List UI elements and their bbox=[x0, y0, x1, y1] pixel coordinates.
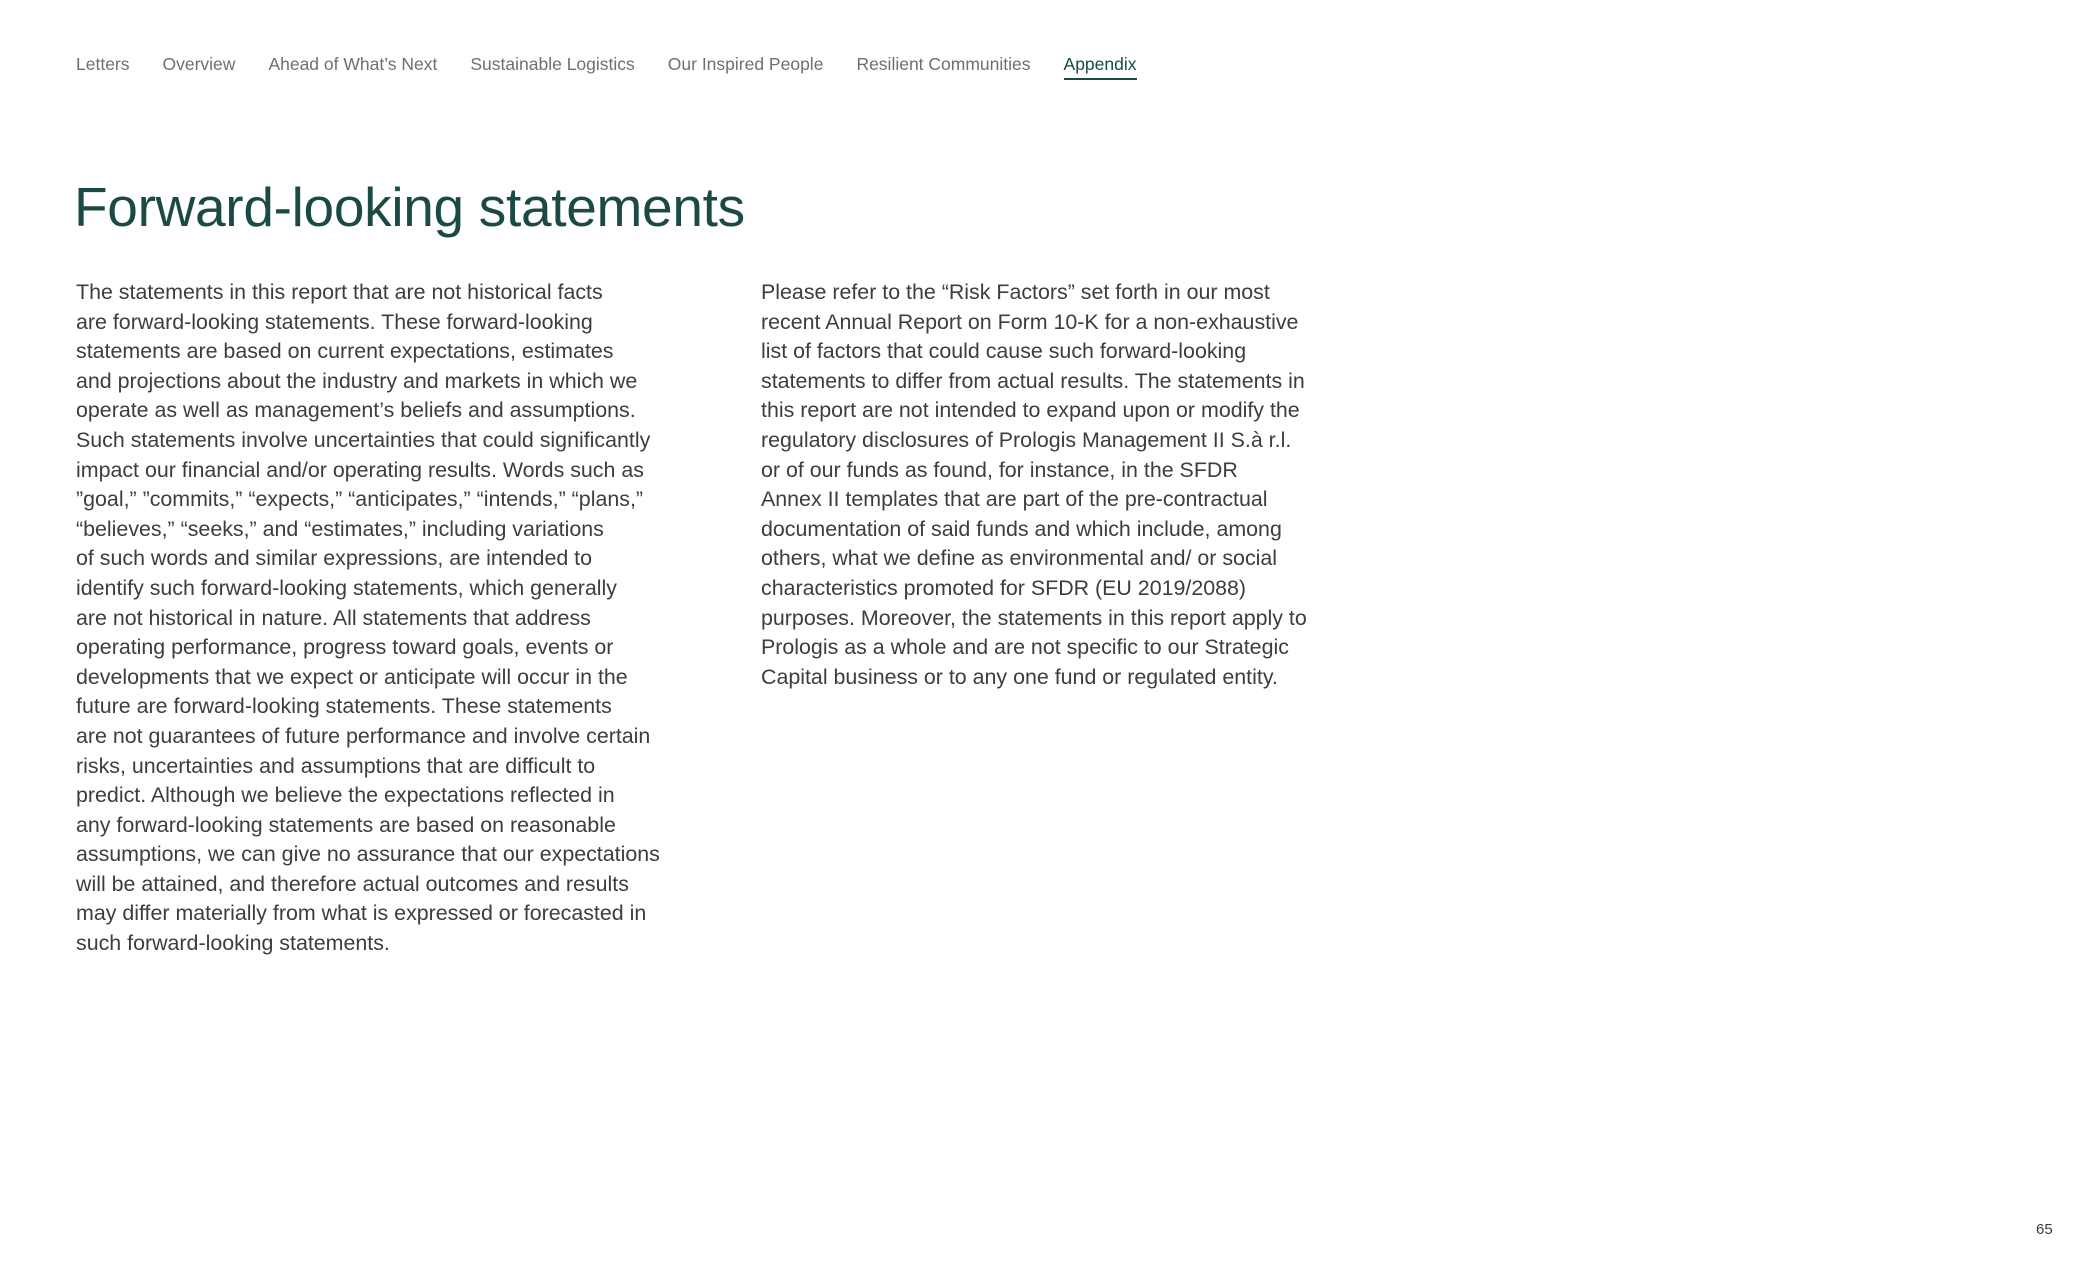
body-line: developments that we expect or anticipate will occur in the bbox=[76, 664, 628, 689]
nav-item-overview[interactable]: Overview bbox=[162, 54, 236, 74]
top-navigation bbox=[76, 52, 1137, 80]
nav-item-ahead-of-whats-next[interactable]: Ahead of What’s Next bbox=[268, 54, 438, 74]
body-line: recent Annual Report on Form 10-K for a non-exhaustive bbox=[761, 309, 1299, 334]
body-line: are not historical in nature. All statements that address bbox=[76, 605, 591, 630]
body-line: future are forward-looking statements. These statements bbox=[76, 694, 612, 719]
body-line: statements to differ from actual results. The statements in bbox=[761, 368, 1305, 393]
body-line: identify such forward-looking statements, which generally bbox=[76, 575, 617, 600]
body-line: ”goal,” ”commits,” “expects,” “anticipates,” “intends,” “plans,” bbox=[76, 487, 644, 512]
body-line: documentation of said funds and which include, among bbox=[761, 516, 1282, 541]
body-column-right bbox=[761, 278, 1307, 692]
body-line: The statements in this report that are not historical facts bbox=[76, 280, 603, 304]
body-line: Please refer to the “Risk Factors” set forth in our most bbox=[761, 280, 1270, 304]
body-line: operate as well as management’s beliefs and assumptions. bbox=[76, 398, 636, 423]
body-line: will be attained, and therefore actual outcomes and results bbox=[76, 871, 629, 896]
body-line: regulatory disclosures of Prologis Management II S.à r.l. bbox=[761, 427, 1292, 452]
body-line: list of factors that could cause such forward-looking bbox=[761, 339, 1247, 364]
body-line: impact our financial and/or operating results. Words such as bbox=[76, 457, 644, 482]
body-line: any forward-looking statements are based on reasonable bbox=[76, 812, 616, 837]
body-line: Annex II templates that are part of the pre-contractual bbox=[761, 487, 1268, 512]
body-line: or of our funds as found, for instance, in the SFDR bbox=[761, 457, 1238, 482]
nav-item-resilient-communities[interactable]: Resilient Communities bbox=[856, 54, 1031, 74]
body-line: predict. Although we believe the expectations reflected in bbox=[76, 783, 615, 808]
body-line: assumptions, we can give no assurance that our expectations bbox=[76, 842, 660, 867]
body-column-left bbox=[76, 278, 660, 959]
body-line: Such statements involve uncertainties that could significantly bbox=[76, 427, 651, 452]
body-line: others, what we define as environmental and/ or social bbox=[761, 546, 1278, 571]
body-line: operating performance, progress toward goals, events or bbox=[76, 635, 614, 660]
body-line: are forward-looking statements. These forward-looking bbox=[76, 309, 593, 334]
body-line: and projections about the industry and markets in which we bbox=[76, 368, 638, 393]
body-line: characteristics promoted for SFDR (EU 2019/2088) bbox=[761, 575, 1247, 600]
body-line: are not guarantees of future performance and involve certain bbox=[76, 723, 651, 748]
page-number: 65 bbox=[2036, 1221, 2053, 1238]
nav-item-appendix[interactable]: Appendix bbox=[1064, 52, 1137, 80]
body-line: this report are not intended to expand upon or modify the bbox=[761, 398, 1300, 423]
body-line: purposes. Moreover, the statements in this report apply to bbox=[761, 605, 1307, 630]
body-line: “believes,” “seeks,” and “estimates,” including variations bbox=[76, 516, 604, 541]
body-line: statements are based on current expectations, estimates bbox=[76, 339, 614, 364]
nav-item-our-inspired-people[interactable]: Our Inspired People bbox=[667, 54, 824, 74]
body-line: of such words and similar expressions, are intended to bbox=[76, 546, 593, 571]
body-line: such forward-looking statements. bbox=[76, 931, 390, 956]
nav-item-sustainable-logistics[interactable]: Sustainable Logistics bbox=[470, 54, 635, 74]
body-line: risks, uncertainties and assumptions that are difficult to bbox=[76, 753, 596, 778]
body-line: may differ materially from what is expressed or forecasted in bbox=[76, 901, 647, 926]
page-title: Forward-looking statements bbox=[74, 176, 745, 238]
body-line: Prologis as a whole and are not specific to our Strategic bbox=[761, 635, 1289, 660]
body-line: Capital business or to any one fund or regulated entity. bbox=[761, 664, 1278, 689]
nav-item-letters[interactable]: Letters bbox=[76, 54, 130, 74]
